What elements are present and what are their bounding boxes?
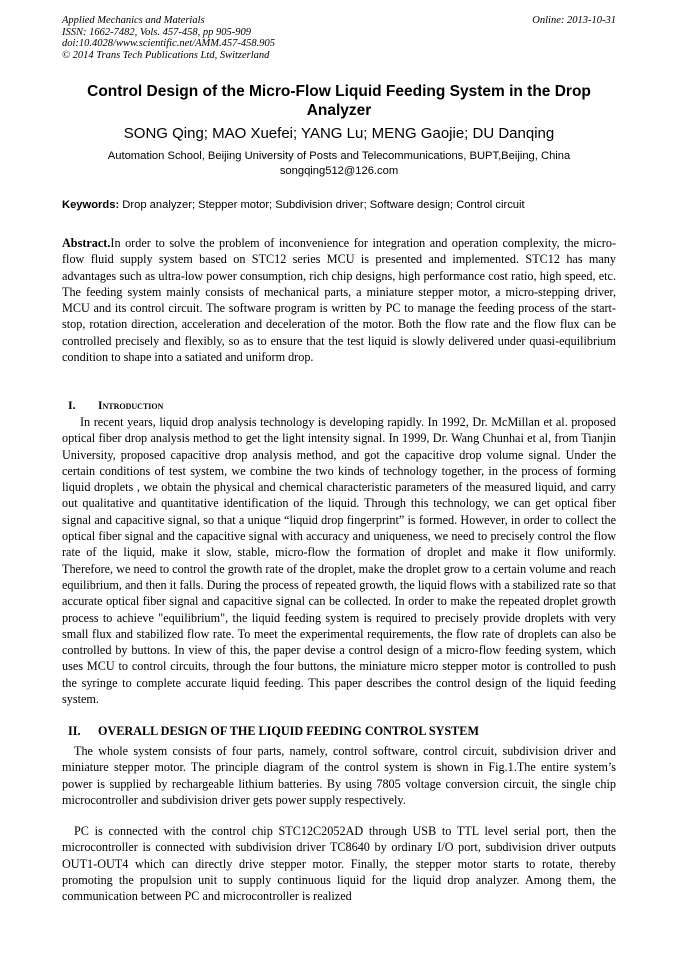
doi-line: doi:10.4028/www.scientific.net/AMM.457-458.905	[62, 38, 275, 49]
abstract-text: In order to solve the problem of inconvenience for integration and operation complexity, the micro-flow fluid supply system based on STC12 series MCU is presented and implemented. STC12 has many advantages such as ultra-low power consumption, rich chip designs, high performance cost ratio, high speed, etc. The feeding system mainly consists of mechanical parts, a miniature stepper motor, a micro-stepping driver, MCU and its control circuit. The software program is written by PC to manage the feeding process of the start-stop, rotation direction, acceleration and deceleration of the motor. Both the flow rate and the flow flux can be controlled precisely and flexibly, so as to ensure that the test liquid is slowly delivered under quasi-equilibrium condition to shape into a satiated and uniform drop.	[62, 236, 616, 365]
section-number: II.	[68, 724, 81, 738]
journal-header	[62, 15, 616, 61]
paper-title: Control Design of the Micro-Flow Liquid Feeding System in the Drop Analyzer	[87, 83, 591, 119]
abstract-paragraph	[62, 235, 616, 365]
journal-name: Applied Mechanics and Materials	[62, 15, 205, 26]
keywords-line	[62, 198, 616, 213]
online-date: Online: 2013-10-31	[532, 15, 616, 26]
section-number: I.	[68, 398, 76, 412]
abstract-label: Abstract.	[62, 236, 111, 250]
issn-line: ISSN: 1662-7482, Vols. 457-458, pp 905-909	[62, 26, 251, 38]
copyright-line: © 2014 Trans Tech Publications Ltd, Switzerland	[62, 49, 270, 61]
affiliation: Automation School, Beijing University of Posts and Telecommunications, BUPT,Beijing, China	[107, 150, 571, 162]
section-title: OVERALL DESIGN OF THE LIQUID FEEDING CONTROL SYSTEM	[98, 724, 479, 738]
introduction-paragraph: In recent years, liquid drop analysis technology is developing rapidly. In 1992, Dr. McMillan et al. proposed optical fiber drop analysis method to get the light intensity signal. In 1999, Dr. Wang Chunhai et al, from Tianjin University, proposed capacitive drop analysis method, and got the capacitive drop volume signal. Under the certain conditions of test system, we combine the two kinds of technology together, in the process of forming liquid droplets , we obtain the physical and chemical characteristic parameters of the measured liquid, and carry out qualitative and quantitative identification of the liquid. Through this technology, we can get optical fiber signal and capacitive signal, so that a unique “liquid drop fingerprint” is formed. However, in order to collect the optical fiber signal and the capacitive signal with accuracy and uniqueness, we need to precisely control the flow rate of the liquid, make it slow, stable, micro-flow the formation of droplet and make it flow uniformly. Therefore, we need to control the growth rate of the droplet, make the droplet grow to a certain volume and reach equilibrium, and then it falls. During the process of repeated growth, the liquid flows with a stabilized rate so that accurate optical fiber signal and capacitive signal can be collected. In order to make the repeated droplet growth process to achieve "equilibrium", the liquid feeding system is required to precisely provide droplets with very small flux and stabilized flow rate. To meet the experimental requirements, the flow rate of droplets can also be controlled by buttons. In view of this, the paper devise a control design of a micro-flow feeding system, which uses MCU to control circuits, through the four buttons, the miniature micro stepper motor is controlled to push the syringe to complete accurate liquid feeding. This paper describes the control design of the liquid feeding system.	[62, 415, 616, 707]
section-title: Introduction	[98, 399, 164, 412]
keywords-label: Keywords:	[62, 199, 120, 211]
email: songqing512@126.com	[279, 165, 399, 177]
section-heading-introduction	[68, 398, 616, 413]
section-heading-overall-design	[68, 724, 616, 739]
affiliation-block	[62, 149, 616, 179]
keywords-text: Drop analyzer; Stepper motor; Subdivision driver; Software design; Control circuit	[119, 199, 525, 211]
overall-paragraph-2: PC is connected with the control chip STC12C2052AD through USB to TTL level serial port, then the microcontroller is connected with subdivision driver TC8640 by ordinary I/O port, subdivision driver outputs OUT1-OUT4 which can directly drive stepper motor. Finally, the stepper motor starts to rotate, thereby promoting the propulsion unit to supply continuous liquid for the liquid drop analyzer. Among them, the communication between PC and microcontroller is realized	[62, 824, 616, 904]
overall-paragraph-1: The whole system consists of four parts, namely, control software, control circuit, subdivision driver and miniature stepper motor. The principle diagram of the control system is shown in Fig.1.The entire system’s power is supplied by rechargeable lithium batteries. By using 7805 voltage conversion circuit, the single chip microcontroller and subdivision driver gets power supply respectively.	[62, 744, 616, 807]
author-list: SONG Qing; MAO Xuefei; YANG Lu; MENG Gaojie; DU Danqing	[123, 125, 555, 142]
